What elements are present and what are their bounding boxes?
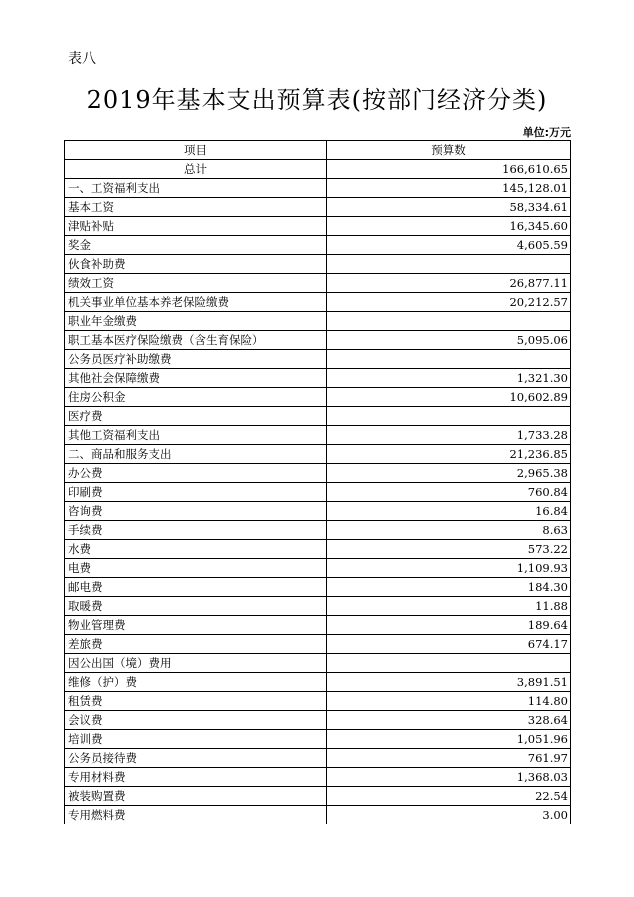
row-amount: 10,602.89 (327, 388, 571, 407)
table-row (65, 483, 571, 502)
row-item-name: 专用材料费 (65, 768, 327, 787)
table-row (65, 597, 571, 616)
row-amount: 573.22 (327, 540, 571, 559)
row-item-name: 住房公积金 (65, 388, 327, 407)
table-row (65, 293, 571, 312)
row-amount: 11.88 (327, 597, 571, 616)
table-row (65, 787, 571, 806)
row-item-name: 专用燃料费 (65, 806, 327, 825)
row-amount: 22.54 (327, 787, 571, 806)
row-amount: 328.64 (327, 711, 571, 730)
table-row (65, 388, 571, 407)
table-row (65, 578, 571, 597)
table-header-row (65, 141, 571, 160)
table-row (65, 673, 571, 692)
row-amount: 26,877.11 (327, 274, 571, 293)
row-item-name: 医疗费 (65, 407, 327, 426)
row-amount: 760.84 (327, 483, 571, 502)
row-item-name: 其他社会保障缴费 (65, 369, 327, 388)
row-amount: 16.84 (327, 502, 571, 521)
table-row (65, 559, 571, 578)
unit-label: 单位:万元 (522, 126, 571, 139)
row-item-name: 维修（护）费 (65, 673, 327, 692)
table-row (65, 635, 571, 654)
table-row (65, 369, 571, 388)
row-amount: 20,212.57 (327, 293, 571, 312)
row-amount: 1,321.30 (327, 369, 571, 388)
row-amount (327, 654, 571, 673)
row-item-name: 印刷费 (65, 483, 327, 502)
row-item-name: 其他工资福利支出 (65, 426, 327, 445)
table-row (65, 217, 571, 236)
row-item-name: 伙食补助费 (65, 255, 327, 274)
row-amount: 1,733.28 (327, 426, 571, 445)
row-item-name: 电费 (65, 559, 327, 578)
column-header-item: 项目 (65, 141, 327, 160)
row-amount (327, 312, 571, 331)
row-item-name: 水费 (65, 540, 327, 559)
table-row (65, 350, 571, 369)
row-amount: 3,891.51 (327, 673, 571, 692)
table-row (65, 464, 571, 483)
row-item-name: 取暖费 (65, 597, 327, 616)
row-item-name: 因公出国（境）费用 (65, 654, 327, 673)
row-amount: 674.17 (327, 635, 571, 654)
row-item-name: 物业管理费 (65, 616, 327, 635)
row-amount: 761.97 (327, 749, 571, 768)
table-number-label: 表八 (68, 51, 96, 67)
row-item-name: 职业年金缴费 (65, 312, 327, 331)
row-item-name: 绩效工资 (65, 274, 327, 293)
table-row (65, 255, 571, 274)
row-amount: 2,965.38 (327, 464, 571, 483)
row-item-name: 机关事业单位基本养老保险缴费 (65, 293, 327, 312)
row-amount (327, 255, 571, 274)
total-label: 总计 (65, 160, 327, 179)
total-amount: 166,610.65 (327, 160, 571, 179)
table-row (65, 806, 571, 825)
table-row (65, 274, 571, 293)
row-item-name: 咨询费 (65, 502, 327, 521)
total-row (65, 160, 571, 179)
row-item-name: 职工基本医疗保险缴费（含生育保险） (65, 331, 327, 350)
column-header-amount: 预算数 (327, 141, 571, 160)
row-amount: 184.30 (327, 578, 571, 597)
table-row (65, 331, 571, 350)
table-row (65, 540, 571, 559)
row-amount (327, 407, 571, 426)
row-amount: 1,051.96 (327, 730, 571, 749)
row-amount: 145,128.01 (327, 179, 571, 198)
row-amount: 1,109.93 (327, 559, 571, 578)
row-amount: 8.63 (327, 521, 571, 540)
row-item-name: 奖金 (65, 236, 327, 255)
page-title: 2019年基本支出预算表(按部门经济分类) (86, 86, 548, 114)
row-item-name: 基本工资 (65, 198, 327, 217)
row-amount: 1,368.03 (327, 768, 571, 787)
table-row (65, 616, 571, 635)
table-row (65, 692, 571, 711)
row-amount: 189.64 (327, 616, 571, 635)
row-amount: 4,605.59 (327, 236, 571, 255)
table-row (65, 198, 571, 217)
row-amount: 5,095.06 (327, 331, 571, 350)
table-row (65, 236, 571, 255)
table-row (65, 654, 571, 673)
table-row (65, 407, 571, 426)
table-row (65, 426, 571, 445)
table-row (65, 312, 571, 331)
budget-table (64, 140, 571, 824)
table-row (65, 502, 571, 521)
row-item-name: 手续费 (65, 521, 327, 540)
row-item-name: 办公费 (65, 464, 327, 483)
row-item-name: 一、工资福利支出 (65, 179, 327, 198)
table-row (65, 521, 571, 540)
row-item-name: 被装购置费 (65, 787, 327, 806)
table-row (65, 179, 571, 198)
row-item-name: 会议费 (65, 711, 327, 730)
row-item-name: 二、商品和服务支出 (65, 445, 327, 464)
row-item-name: 邮电费 (65, 578, 327, 597)
table-row (65, 445, 571, 464)
row-amount: 3.00 (327, 806, 571, 825)
row-item-name: 公务员医疗补助缴费 (65, 350, 327, 369)
row-amount: 16,345.60 (327, 217, 571, 236)
table-row (65, 730, 571, 749)
row-item-name: 培训费 (65, 730, 327, 749)
row-amount: 58,334.61 (327, 198, 571, 217)
row-amount: 21,236.85 (327, 445, 571, 464)
budget-table-body (65, 141, 571, 825)
row-item-name: 差旅费 (65, 635, 327, 654)
row-item-name: 公务员接待费 (65, 749, 327, 768)
table-row (65, 711, 571, 730)
row-item-name: 租赁费 (65, 692, 327, 711)
row-amount (327, 350, 571, 369)
row-item-name: 津贴补贴 (65, 217, 327, 236)
table-row (65, 768, 571, 787)
table-row (65, 749, 571, 768)
row-amount: 114.80 (327, 692, 571, 711)
